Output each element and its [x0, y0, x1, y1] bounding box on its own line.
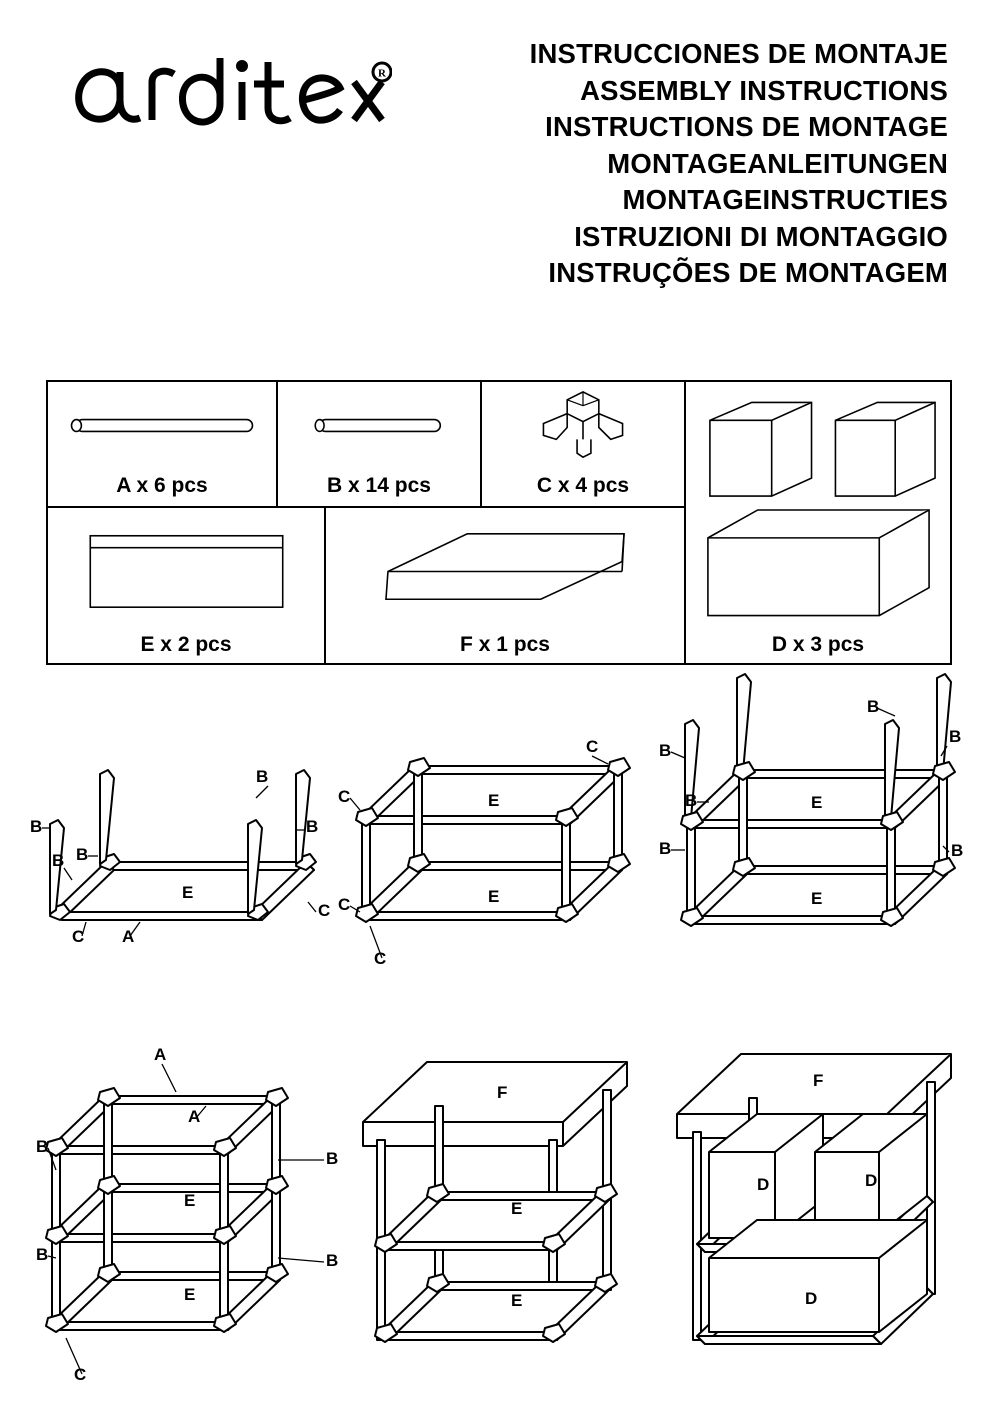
- svg-text:B: B: [326, 1251, 339, 1270]
- svg-text:R: R: [378, 67, 386, 80]
- svg-text:E: E: [811, 889, 823, 908]
- svg-text:B: B: [30, 817, 43, 836]
- brand-logo: [52, 38, 392, 148]
- svg-text:C: C: [338, 895, 351, 914]
- svg-text:E: E: [511, 1199, 523, 1218]
- svg-text:B: B: [659, 741, 672, 760]
- step-1-base-frame: [10, 670, 330, 990]
- svg-text:E: E: [488, 791, 500, 810]
- svg-text:C: C: [586, 737, 599, 756]
- svg-text:B: B: [36, 1137, 49, 1156]
- svg-text:A: A: [122, 927, 135, 946]
- svg-text:F: F: [813, 1071, 824, 1090]
- part-label-a: A x 6 pcs: [116, 474, 208, 497]
- part-cell-d: [685, 382, 950, 665]
- svg-text:C: C: [338, 787, 351, 806]
- three-way-connector-icon: [482, 382, 684, 472]
- svg-text:D: D: [805, 1289, 818, 1308]
- step-5-top-panel-fitted: [345, 1010, 675, 1400]
- step-4-third-shelf: [10, 1010, 350, 1400]
- title-block: [530, 36, 948, 292]
- svg-text:B: B: [659, 839, 672, 858]
- svg-text:C: C: [318, 901, 330, 920]
- svg-text:B: B: [306, 817, 319, 836]
- part-label-b: B x 14 pcs: [327, 474, 431, 497]
- title-es: INSTRUCCIONES DE MONTAJE: [529, 38, 948, 69]
- title-it: ISTRUZIONI DI MONTAGGIO: [574, 220, 948, 252]
- svg-text:C: C: [374, 949, 387, 968]
- fabric-boxes-icon: [686, 382, 950, 631]
- title-de: MONTAGEANLEITUNGEN: [607, 147, 948, 179]
- svg-text:E: E: [511, 1291, 523, 1310]
- part-label-c: C x 4 pcs: [536, 474, 630, 497]
- svg-text:B: B: [867, 697, 880, 716]
- svg-text:A: A: [188, 1107, 201, 1126]
- short-tube-icon: [278, 382, 480, 472]
- title-fr: INSTRUCTIONS DE MONTAGE: [545, 111, 948, 142]
- title-nl: MONTAGEINSTRUCTIES: [622, 184, 948, 215]
- svg-text:F: F: [497, 1083, 508, 1102]
- part-cell-b: [277, 382, 481, 507]
- svg-text:E: E: [184, 1191, 196, 1210]
- long-tube-icon: [48, 382, 276, 472]
- part-label-d: D x 3 pcs: [771, 633, 865, 656]
- svg-text:E: E: [488, 887, 500, 906]
- svg-text:E: E: [182, 883, 194, 902]
- header: [0, 0, 1000, 345]
- part-cell-a: [48, 382, 277, 507]
- part-cell-e: [48, 507, 325, 665]
- svg-text:D: D: [757, 1175, 770, 1194]
- svg-text:B: B: [256, 767, 269, 786]
- shelf-frame-icon: [48, 508, 324, 631]
- part-cell-f: [325, 507, 685, 665]
- svg-text:B: B: [76, 845, 89, 864]
- svg-text:E: E: [811, 793, 823, 812]
- part-label-f: F x 1 pcs: [460, 633, 550, 656]
- top-panel-icon: [326, 508, 684, 631]
- svg-text:D: D: [865, 1171, 878, 1190]
- svg-text:B: B: [52, 851, 65, 870]
- svg-text:C: C: [74, 1365, 87, 1384]
- part-label-e: E x 2 pcs: [140, 633, 232, 656]
- step-3-uprights-added: [645, 660, 985, 990]
- svg-text:B: B: [951, 841, 964, 860]
- title-pt: INSTRUÇÕES DE MONTAGEM: [548, 257, 948, 288]
- svg-text:B: B: [36, 1245, 49, 1264]
- svg-text:B: B: [949, 727, 962, 746]
- part-cell-c: [481, 382, 685, 507]
- step-6-boxes-inserted: [665, 1010, 995, 1400]
- svg-text:B: B: [326, 1149, 339, 1168]
- title-en: ASSEMBLY INSTRUCTIONS: [580, 74, 948, 106]
- svg-text:B: B: [685, 791, 698, 810]
- svg-text:E: E: [184, 1285, 196, 1304]
- svg-text:C: C: [72, 927, 85, 946]
- svg-text:A: A: [154, 1045, 167, 1064]
- step-2-second-shelf: [330, 670, 650, 990]
- parts-list-table: [46, 380, 952, 665]
